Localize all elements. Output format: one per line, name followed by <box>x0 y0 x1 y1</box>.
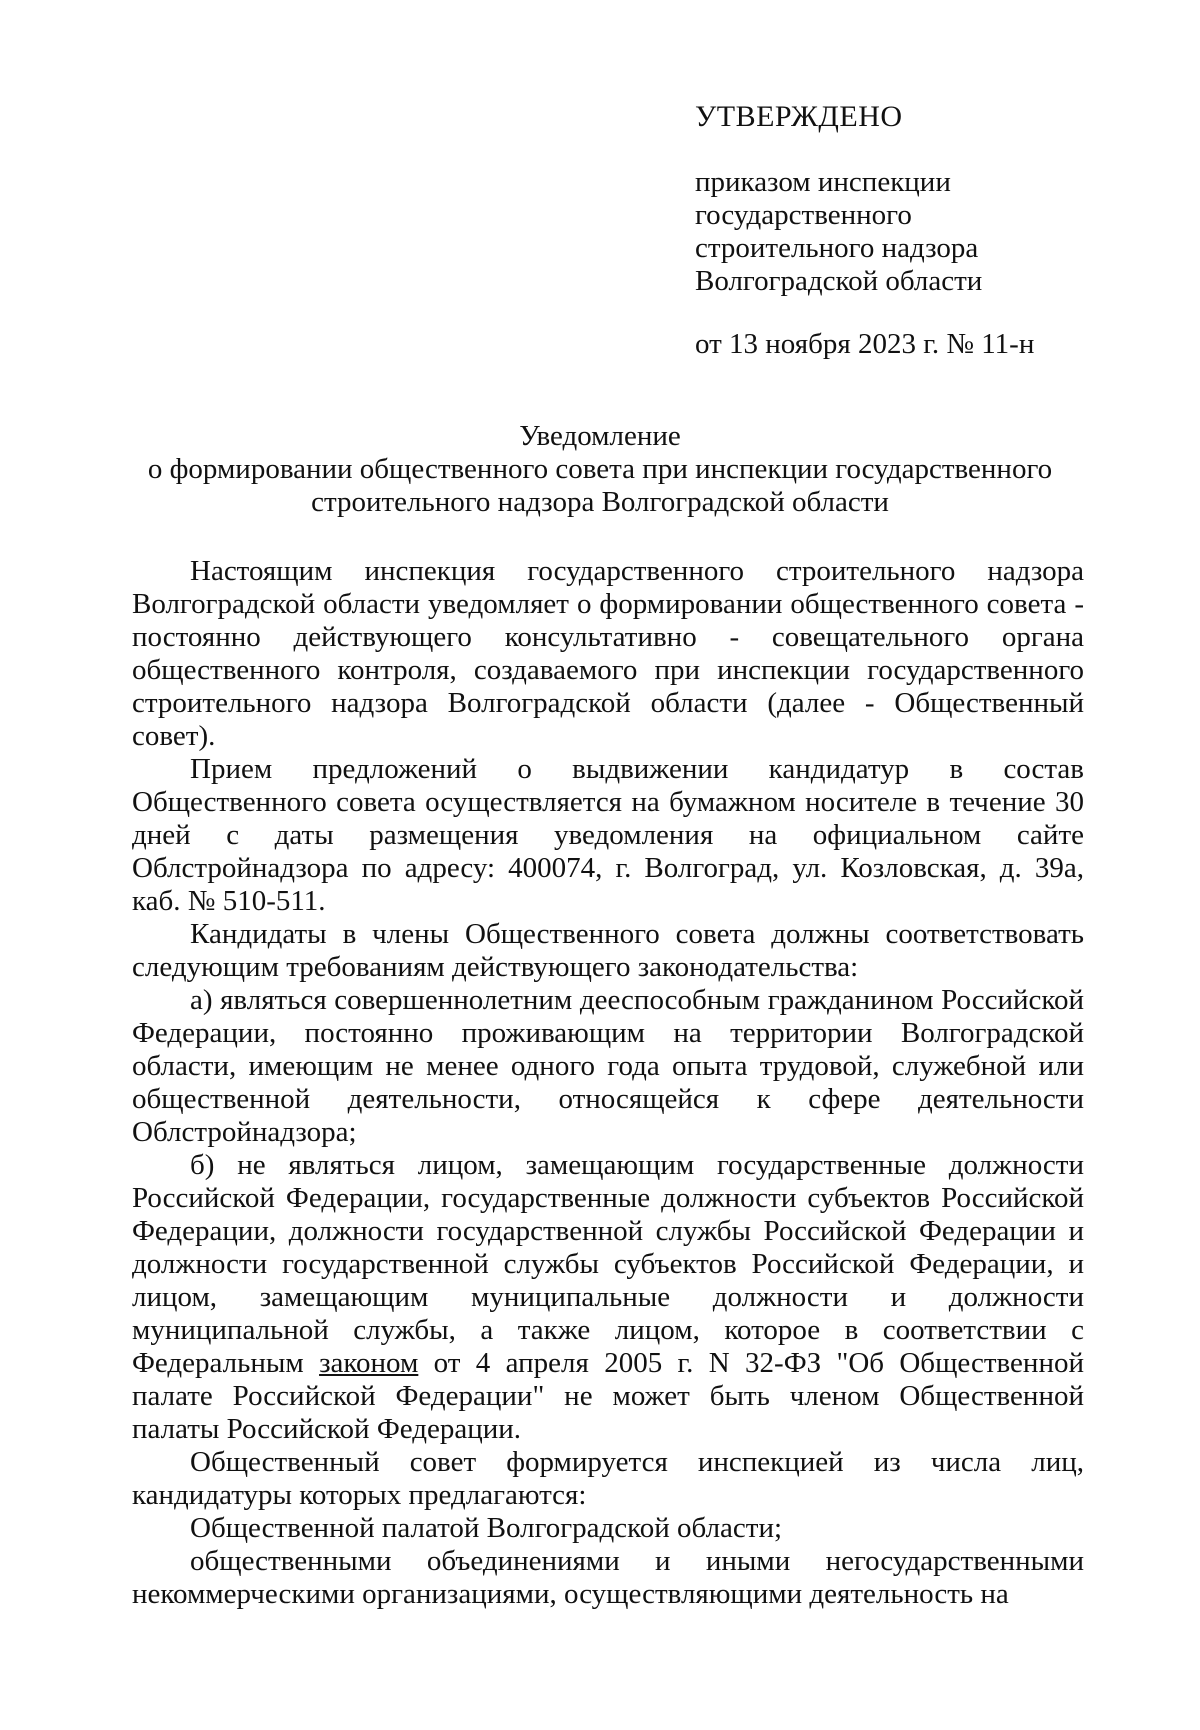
approval-line: государственного <box>695 199 912 231</box>
approval-line: строительного надзора <box>695 232 979 264</box>
paragraph: Настоящим инспекция государственного строительного надзора Волгоградской области уведомляет о формировании общественного совета - постоянно действующего консультативно - совещательного органа общественного контроля, создаваемого при инспекции государственного строительного надзора Волгоградской области (далее - Общественный совет). <box>132 555 1084 752</box>
document-body <box>132 555 1084 1611</box>
approval-block <box>695 100 1115 361</box>
paragraph: Общественной палатой Волгоградской области; <box>190 1512 783 1544</box>
requirement-b-text: б) не являться лицом, замещающим государственные должности Российской Федерации, государственные должности субъектов Российской Федерации, должности государственной службы Российской Федерации и должности государственной службы субъектов Российской Федерации, и лицом, замещающим муниципальные должности и должности муниципальной службы, а также лицом, которое в соответствии с Федеральным <box>132 1149 1084 1379</box>
title-line: о формировании общественного совета при инспекции государственного <box>147 453 1053 485</box>
requirement-a: а) являться совершеннолетним дееспособным гражданином Российской Федерации, постоянно проживающим на территории Волгоградской области, имеющим не менее одного года опыта трудовой, служебной или общественной деятельности, относящейся к сфере деятельности Облстройнадзора; <box>132 984 1084 1148</box>
paragraph: общественными объединениями и иными негосударственными некоммерческими организациями, осуществляющими деятельность на <box>132 1545 1084 1610</box>
approval-heading: УТВЕРЖДЕНО <box>695 100 903 133</box>
paragraph: Прием предложений о выдвижении кандидатур в состав Общественного совета осуществляется на бумажном носителе в течение 30 дней с даты размещения уведомления на официальном сайте Облстройнадзора по адресу: 400074, г. Волгоград, ул. Козловская, д. 39а, каб. № 510-511. <box>132 753 1084 917</box>
approval-line: Волгоградской области <box>695 265 983 297</box>
title-line: Уведомление <box>519 420 681 452</box>
title-line: строительного надзора Волгоградской области <box>311 486 889 518</box>
requirement-b <box>132 1149 1084 1446</box>
requirement-b-text-end: от 4 апреля 2005 г. N 32-ФЗ "Об Общественной палате Российской Федерации" не может быть членом Общественной палаты Российской Федерации. <box>132 1347 1084 1445</box>
approval-line: приказом инспекции <box>695 166 951 198</box>
document-title <box>100 420 1100 519</box>
paragraph: Общественный совет формируется инспекцией из числа лиц, кандидатуры которых предлагаются: <box>132 1446 1084 1511</box>
spacer <box>695 298 1115 328</box>
law-link[interactable]: законом <box>319 1347 419 1379</box>
approval-date: от 13 ноября 2023 г. № 11-н <box>695 328 1035 360</box>
paragraph: Кандидаты в члены Общественного совета должны соответствовать следующим требованиям действующего законодательства: <box>132 918 1084 983</box>
